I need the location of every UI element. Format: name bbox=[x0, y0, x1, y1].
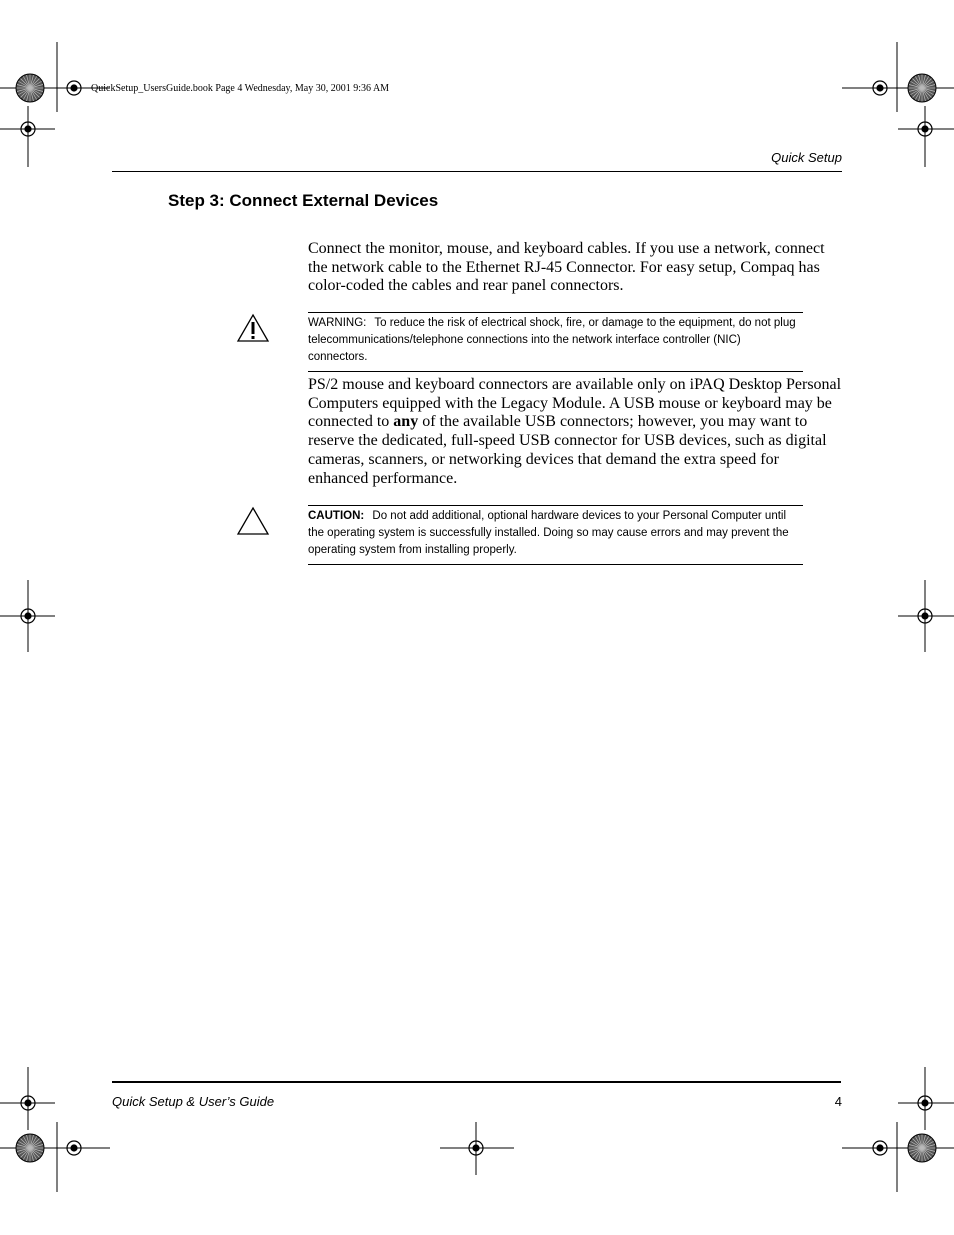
warning-text: To reduce the risk of electrical shock, fire, or damage to the equipment, do not plug telecommunications/telephone connections into the network interface controller (NIC) connectors. bbox=[308, 317, 796, 363]
caution-note bbox=[308, 505, 803, 565]
running-header: Quick Setup bbox=[771, 150, 842, 165]
paragraph-connect-cables: Connect the monitor, mouse, and keyboard cables. If you use a network, connect the network cable to the Ethernet RJ-45 Connector. For easy setup, Compaq has color-coded the cables and rear panel connectors. bbox=[308, 240, 825, 295]
caution-triangle-icon bbox=[236, 506, 270, 536]
paragraph-usb-emphasis: any bbox=[393, 413, 419, 431]
caution-text: Do not add additional, optional hardware devices to your Personal Computer until the operating system is successfully installed. Doing so may cause errors and may prevent the operating system from installing properly. bbox=[308, 510, 789, 556]
starburst-mark bbox=[908, 1134, 936, 1162]
footer-rule bbox=[112, 1081, 841, 1083]
starburst-mark bbox=[908, 74, 936, 102]
starburst-mark bbox=[16, 1134, 44, 1162]
page-number: 4 bbox=[834, 1094, 842, 1109]
warning-note bbox=[308, 312, 803, 372]
header-rule bbox=[112, 171, 842, 172]
footer-title: Quick Setup & User’s Guide bbox=[112, 1094, 275, 1109]
caution-label: CAUTION: bbox=[308, 510, 365, 522]
paragraph-usb-text-2: of the available USB connectors; however, you may want to reserve the dedicated, full-speed USB connector for USB devices, such as digital cameras, scanners, or networking devices that demand the extra speed for enhanced performance. bbox=[308, 413, 827, 487]
section-heading: Step 3: Connect External Devices bbox=[168, 191, 439, 210]
warning-label: WARNING: bbox=[308, 317, 367, 329]
paragraph-usb-connectors bbox=[308, 376, 843, 488]
paragraph-usb-text-1: PS/2 mouse and keyboard connectors are available only on iPAQ Desktop Personal Computers equipped with the Legacy Module. A USB mouse or keyboard may be connected to bbox=[308, 376, 842, 431]
warning-triangle-icon bbox=[236, 313, 270, 343]
print-slug: QuickSetup_UsersGuide.book Page 4 Wednesday, May 30, 2001 9:36 AM bbox=[91, 83, 390, 94]
starburst-mark bbox=[16, 74, 44, 102]
